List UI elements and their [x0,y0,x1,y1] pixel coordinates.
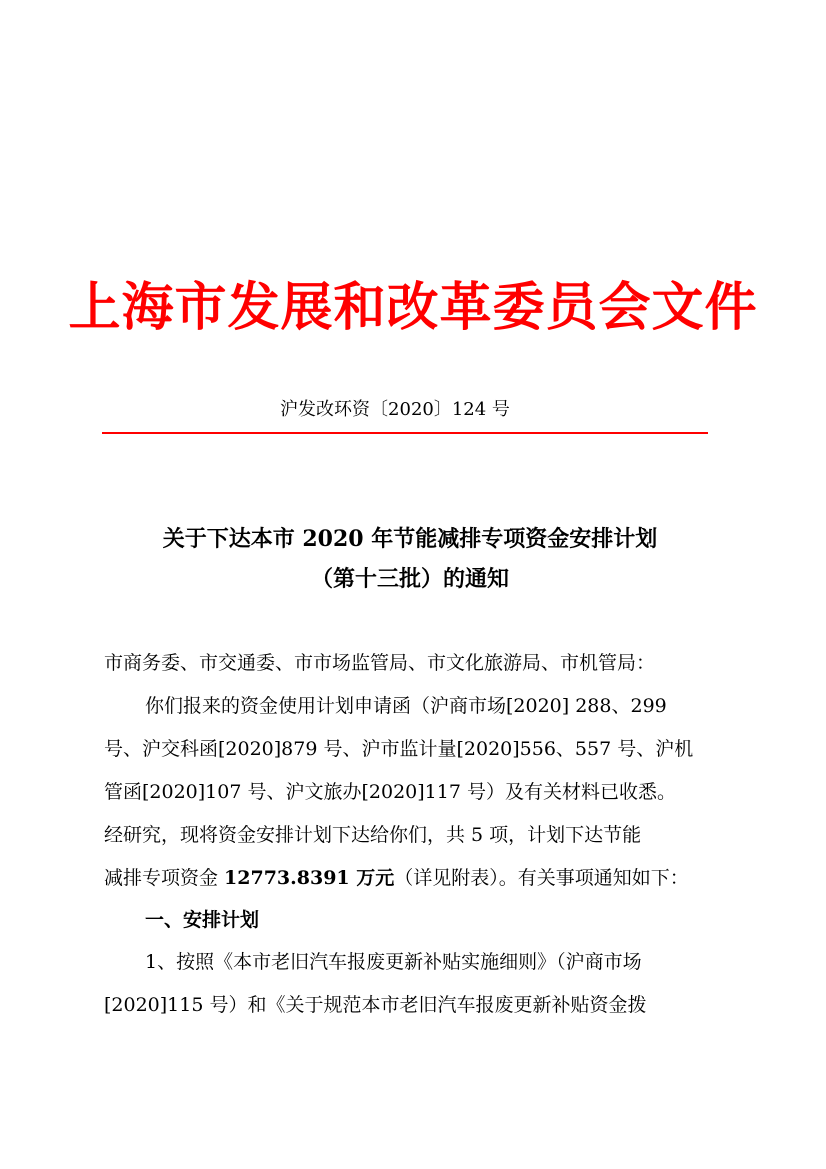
notice-title-line-2: （第十三批）的通知 [310,566,509,592]
paragraph-line: 管函[2020]107 号、沪文旅办[2020]117 号）及有关材料已收悉。 [104,781,676,803]
red-divider-rule [102,432,708,434]
section-heading: 一、安排计划 [145,909,260,931]
addressees-line: 市商务委、市交通委、市市场监管局、市文化旅游局、市机管局： [104,652,656,674]
paragraph-line: 你们报来的资金使用计划申请函（沪商市场[2020] 288、299 [145,695,667,717]
paragraph-text: 减排专项资金 [104,867,225,889]
paragraph-line: 1、按照《本市老旧汽车报废更新补贴实施细则》（沪商市场 [145,951,642,973]
org-header-title: 上海市发展和改革委员会文件 [68,277,758,338]
document-number: 沪发改环资〔2020〕124 号 [280,399,510,420]
funding-amount: 12773.8391 万元 [224,867,395,889]
paragraph-line: [2020]115 号）和《关于规范本市老旧汽车报废更新补贴资金拨 [104,994,647,1016]
paragraph-text: （详见附表）。有关事项通知如下： [394,867,689,889]
paragraph-line: 经研究，现将资金安排计划下达给你们，共 5 项，计划下达节能 [104,824,642,846]
notice-title-line-1: 关于下达本市 2020 年节能减排专项资金安排计划 [162,526,658,552]
paragraph-line: 号、沪交科函[2020]879 号、沪市监计量[2020]556、557 号、沪机 [104,738,694,760]
paragraph-line [104,864,689,892]
